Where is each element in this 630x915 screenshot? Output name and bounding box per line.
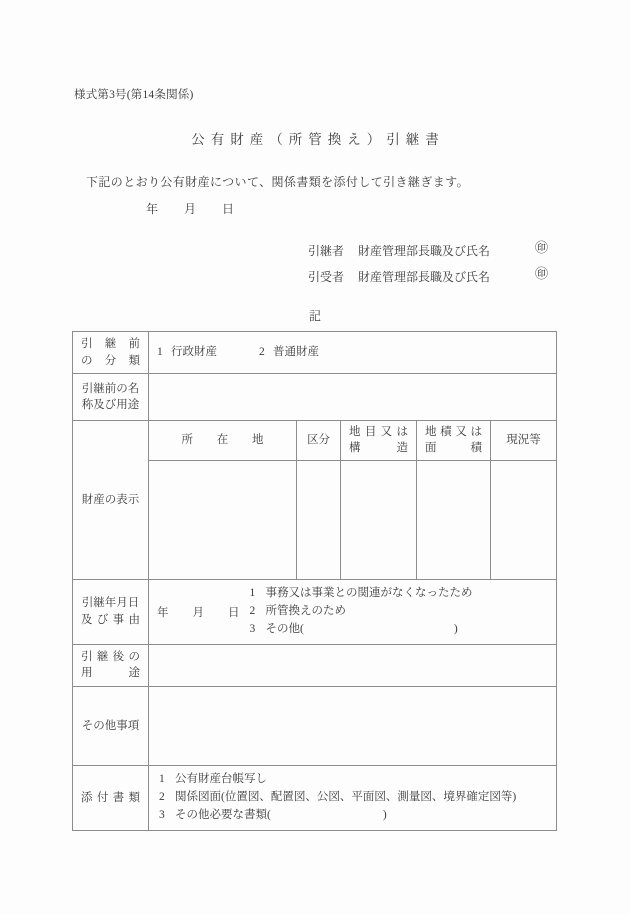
field-property-section[interactable]: [297, 461, 341, 580]
page-title: 公有財産（所管換え）引継書: [191, 132, 445, 147]
classification-option-2-num: 2: [259, 346, 265, 359]
signature-transferee-role: 引受者: [308, 270, 345, 284]
column-header-section-text: 区分: [307, 434, 330, 447]
field-attachments[interactable]: [149, 766, 557, 831]
lead-paragraph: 下記のとおり公有財産について、関係書類を添付して引き継ぎます。: [86, 175, 469, 189]
label-transfer-date-reason: [73, 580, 149, 644]
classification-options: [157, 344, 548, 361]
field-classification[interactable]: [149, 332, 557, 374]
transfer-reason-option-3-num: 3: [249, 622, 256, 635]
label-classification-line1: 引継前: [81, 338, 140, 350]
field-property-location[interactable]: [149, 461, 297, 580]
label-name-and-use-line2: 称及び用途: [81, 399, 140, 412]
column-header-area-line2: 面積: [425, 441, 482, 454]
seal-icon: ㊞: [534, 266, 548, 281]
field-transfer-date-reason[interactable]: [149, 580, 557, 644]
field-use-after[interactable]: [149, 644, 557, 686]
attachment-item-3-close: ): [382, 809, 387, 822]
column-header-location-text: 所在地: [181, 434, 264, 447]
column-header-section: [297, 421, 341, 461]
column-header-status: [491, 421, 557, 461]
signature-transferee: [308, 268, 548, 285]
field-property-type[interactable]: [341, 461, 417, 580]
classification-option-1-num: 1: [157, 346, 163, 359]
transfer-reason-option-2[interactable]: [250, 603, 473, 621]
label-use-after: [73, 644, 149, 686]
transfer-reason-option-1[interactable]: [250, 585, 473, 603]
label-classification-line2: の分類: [81, 354, 140, 367]
transfer-date-year: 年: [157, 607, 169, 620]
label-other-matters-text: その他事項: [81, 719, 140, 732]
attachment-item-3-num: 3: [159, 809, 165, 822]
signature-transferor-role: 引継者: [308, 244, 345, 258]
attachment-items: [149, 766, 556, 829]
transfer-reason-content: [149, 580, 556, 643]
issue-date-day: 日: [222, 202, 235, 216]
transfer-reason-option-2-num: 2: [249, 605, 256, 618]
form-number: 様式第3号(第14条関係): [74, 89, 194, 101]
attachment-item-2-label: 関係図面(位置図、配置図、公図、平面図、測量図、境界確定図等): [175, 791, 517, 804]
transfer-date-line[interactable]: [157, 604, 250, 620]
attachment-item-1-label: 公有財産台帳写し: [175, 773, 267, 786]
label-name-and-use-line1: 引継前の名: [81, 382, 140, 395]
classification-option-1-label[interactable]: 行政財産: [171, 346, 217, 359]
issue-date-line: [146, 200, 234, 217]
column-header-type: [341, 421, 417, 461]
signature-transferor: [308, 242, 548, 259]
table-row-property-header: [73, 421, 557, 461]
signature-transferee-name: 財産管理部長職及び氏名: [358, 270, 491, 284]
label-transfer-date-reason-line2: 及び事由: [81, 614, 140, 627]
label-transfer-date-reason-line1: 引継年月日: [81, 597, 140, 610]
table-row-attachments: [73, 766, 557, 831]
label-property-display-text: 財産の表示: [81, 494, 140, 506]
attachment-item-1-num: 1: [159, 773, 165, 786]
field-other-matters[interactable]: [149, 687, 557, 766]
transfer-reason-option-1-num: 1: [249, 587, 256, 600]
table-row-use-after: [73, 644, 557, 686]
table-row-transfer-date-reason: [73, 580, 557, 644]
table-row-classification: [73, 332, 557, 374]
label-attachments: [73, 766, 149, 831]
transfer-reason-option-3-label: その他(: [265, 622, 304, 635]
field-property-area[interactable]: [417, 461, 491, 580]
column-header-type-line1: 地目又は: [349, 426, 408, 439]
attachment-item-2-num: 2: [159, 791, 165, 804]
label-name-and-use: [73, 374, 149, 421]
attachment-item-1[interactable]: [159, 771, 556, 789]
label-other-matters: [73, 687, 149, 766]
label-attachments-text: 添付書類: [81, 791, 140, 804]
property-transfer-form-table: [72, 331, 557, 831]
transfer-reason-options: [250, 585, 473, 638]
column-header-area: [417, 421, 491, 461]
issue-date-month: 月: [184, 202, 197, 216]
attachment-item-3-label: その他必要な書類(: [175, 809, 271, 822]
table-row-name-and-use: [73, 374, 557, 421]
label-property-display: [73, 421, 149, 580]
transfer-reason-option-3[interactable]: [250, 621, 473, 639]
field-name-and-use[interactable]: [149, 374, 557, 421]
attachment-item-3[interactable]: [159, 807, 556, 825]
seal-icon: ㊞: [534, 240, 548, 255]
transfer-date-month: 月: [192, 607, 204, 620]
table-row-other-matters: [73, 687, 557, 766]
classification-option-2-label[interactable]: 普通財産: [273, 346, 319, 359]
field-property-status[interactable]: [491, 461, 557, 580]
label-use-after-line1: 引継後の: [81, 650, 140, 663]
column-header-status-text: 現況等: [506, 434, 541, 447]
signature-transferor-name: 財産管理部長職及び氏名: [358, 244, 491, 258]
transfer-reason-option-1-label: 事務又は事業との関連がなくなったため: [265, 587, 473, 600]
column-header-area-line1: 地積又は: [425, 426, 482, 439]
label-classification: [73, 332, 149, 374]
attachment-item-2[interactable]: [159, 789, 556, 807]
column-header-location: [149, 421, 297, 461]
ki-marker: 記: [308, 309, 321, 323]
issue-date-year: 年: [146, 202, 159, 216]
column-header-type-line2: 構造: [349, 441, 408, 454]
transfer-reason-option-3-close: ): [453, 622, 458, 635]
label-use-after-line2: 用途: [81, 667, 140, 680]
transfer-date-day: 日: [228, 607, 240, 620]
transfer-reason-option-2-label: 所管換えのため: [265, 605, 346, 618]
